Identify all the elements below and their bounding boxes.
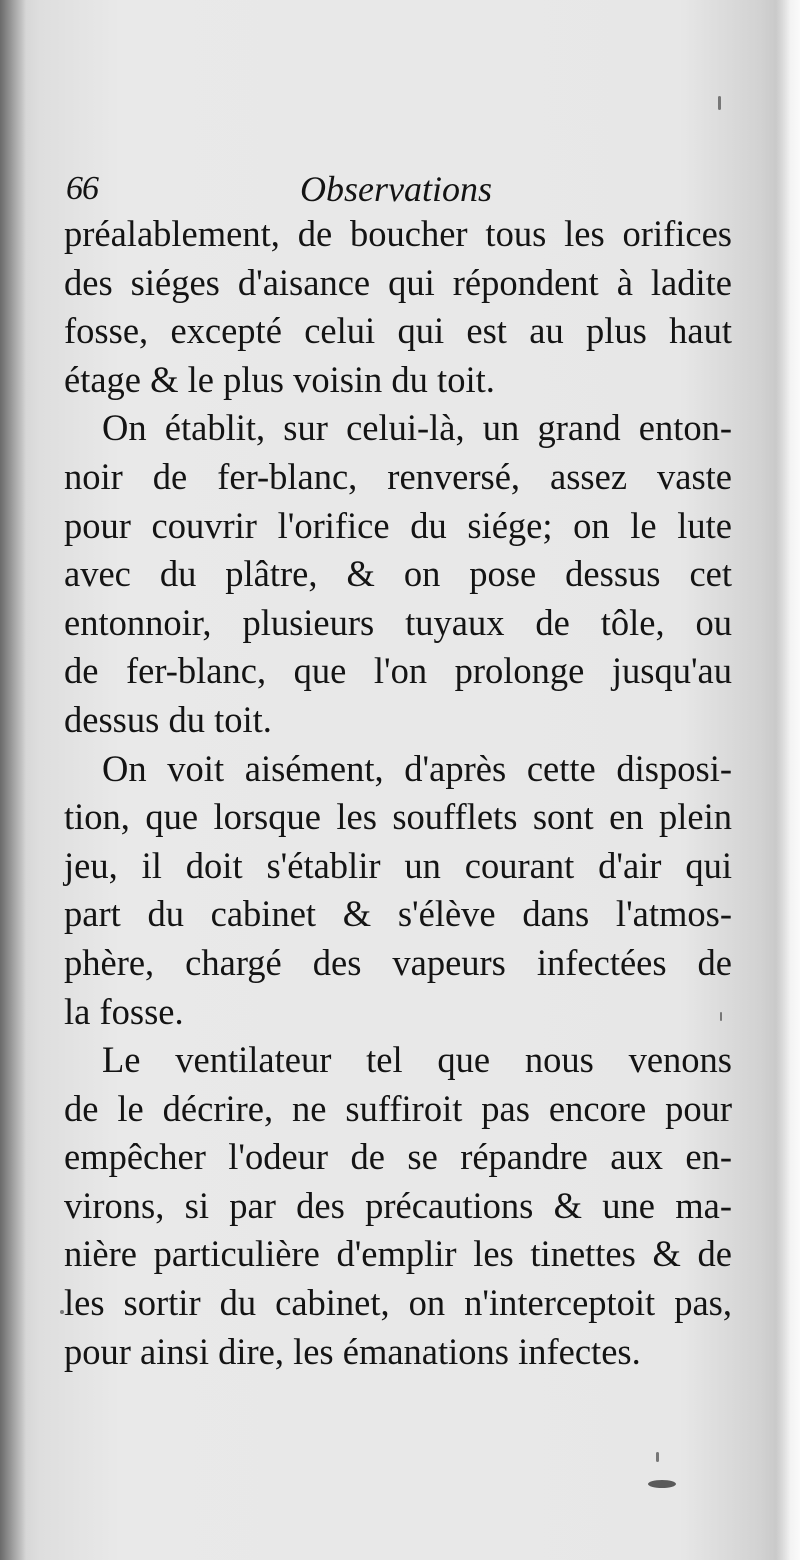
text-line: pour couvrir l'orifice du siége; on le lute [64, 504, 732, 546]
text-line: dessus du toit. [64, 698, 272, 740]
text-line: empêcher l'odeur de se répandre aux en- [64, 1136, 732, 1178]
paragraph [64, 1036, 732, 1376]
page-outer-edge [776, 0, 800, 1560]
text-line: On établit, sur celui-là, un grand enton- [102, 407, 732, 449]
text-line: de le décrire, ne suffiroit pas encore pour [64, 1087, 732, 1129]
text-line: Le ventilateur tel que nous venons [102, 1039, 732, 1081]
text-line: tion, que lorsque les soufflets sont en plein [64, 796, 732, 838]
text-line: la fosse. [64, 990, 184, 1032]
paragraph [64, 210, 732, 404]
text-line: de fer-blanc, que l'on prolonge jusqu'au [64, 650, 732, 692]
text-line: avec du plâtre, & on pose dessus cet [64, 553, 732, 595]
text-line: des siéges d'aisance qui répondent à ladite [64, 261, 732, 303]
text-line: phère, chargé des vapeurs infectées de [64, 941, 732, 983]
text-line: étage & le plus voisin du toit. [64, 358, 495, 400]
text-line: entonnoir, plusieurs tuyaux de tôle, ou [64, 601, 732, 643]
text-line: les sortir du cabinet, on n'interceptoit pas, [64, 1282, 732, 1324]
paragraph [64, 745, 732, 1037]
text-line: virons, si par des précautions & une ma- [64, 1184, 732, 1226]
page-gutter-shadow [0, 0, 26, 1560]
paper-speck [656, 1452, 659, 1462]
paper-speck [648, 1480, 676, 1488]
text-line: On voit aisément, d'après cette disposi- [102, 747, 732, 789]
body-text [64, 210, 732, 1376]
text-line: jeu, il doit s'établir un courant d'air qui [64, 844, 732, 886]
paper-speck [718, 96, 721, 110]
text-line: noir de fer-blanc, renversé, assez vaste [64, 455, 732, 497]
page-number: 66 [66, 170, 98, 207]
text-line: préalablement, de boucher tous les orifices [64, 213, 732, 254]
paper-speck [60, 1310, 64, 1314]
paper-speck [720, 1012, 722, 1021]
text-line: nière particulière d'emplir les tinettes & de [64, 1233, 732, 1275]
text-line: fosse, excepté celui qui est au plus haut [64, 310, 732, 352]
running-head: Observations [300, 169, 492, 209]
text-line: part du cabinet & s'élève dans l'atmos- [64, 893, 732, 935]
text-line: pour ainsi dire, les émanations infectes. [64, 1330, 641, 1372]
paragraph [64, 404, 732, 744]
